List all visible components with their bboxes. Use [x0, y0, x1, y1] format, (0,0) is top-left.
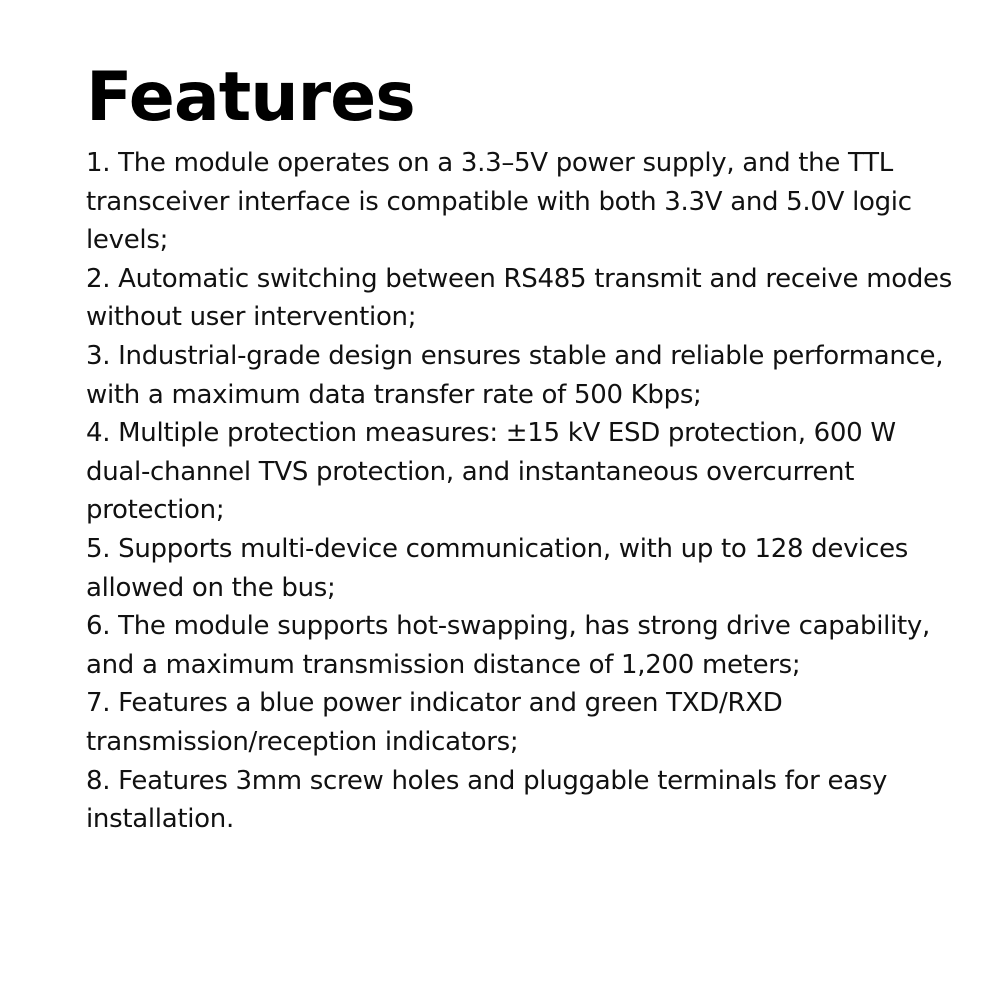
feature-item-7: 7. Features a blue power indicator and green TXD/RXD transmission/reception indicators;	[86, 688, 783, 757]
feature-item-5: 5. Supports multi-device communication, with up to 128 devices allowed on the bus;	[86, 533, 909, 603]
feature-item-4: 4. Multiple protection measures: ±15 kV ESD protection, 600 W dual-channel TVS protection, and instantaneous overcurrent protection;	[86, 418, 896, 526]
feature-item-3: 3. Industrial-grade design ensures stable and reliable performance, with a maximum data transfer rate of 500 Kbps;	[86, 340, 944, 410]
feature-item-2: 2. Automatic switching between RS485 transmit and receive modes without user intervention;	[86, 263, 952, 333]
features-list	[86, 144, 966, 839]
feature-item-6: 6. The module supports hot-swapping, has strong drive capability, and a maximum transmission distance of 1,200 meters;	[86, 611, 930, 680]
feature-item-8: 8. Features 3mm screw holes and pluggable terminals for easy installation.	[86, 765, 888, 835]
page-title: Features	[86, 58, 415, 137]
features-section	[86, 58, 966, 839]
feature-item-1: 1. The module operates on a 3.3–5V power supply, and the TTL transceiver interface is compatible with both 3.3V and 5.0V logic levels;	[86, 148, 912, 256]
